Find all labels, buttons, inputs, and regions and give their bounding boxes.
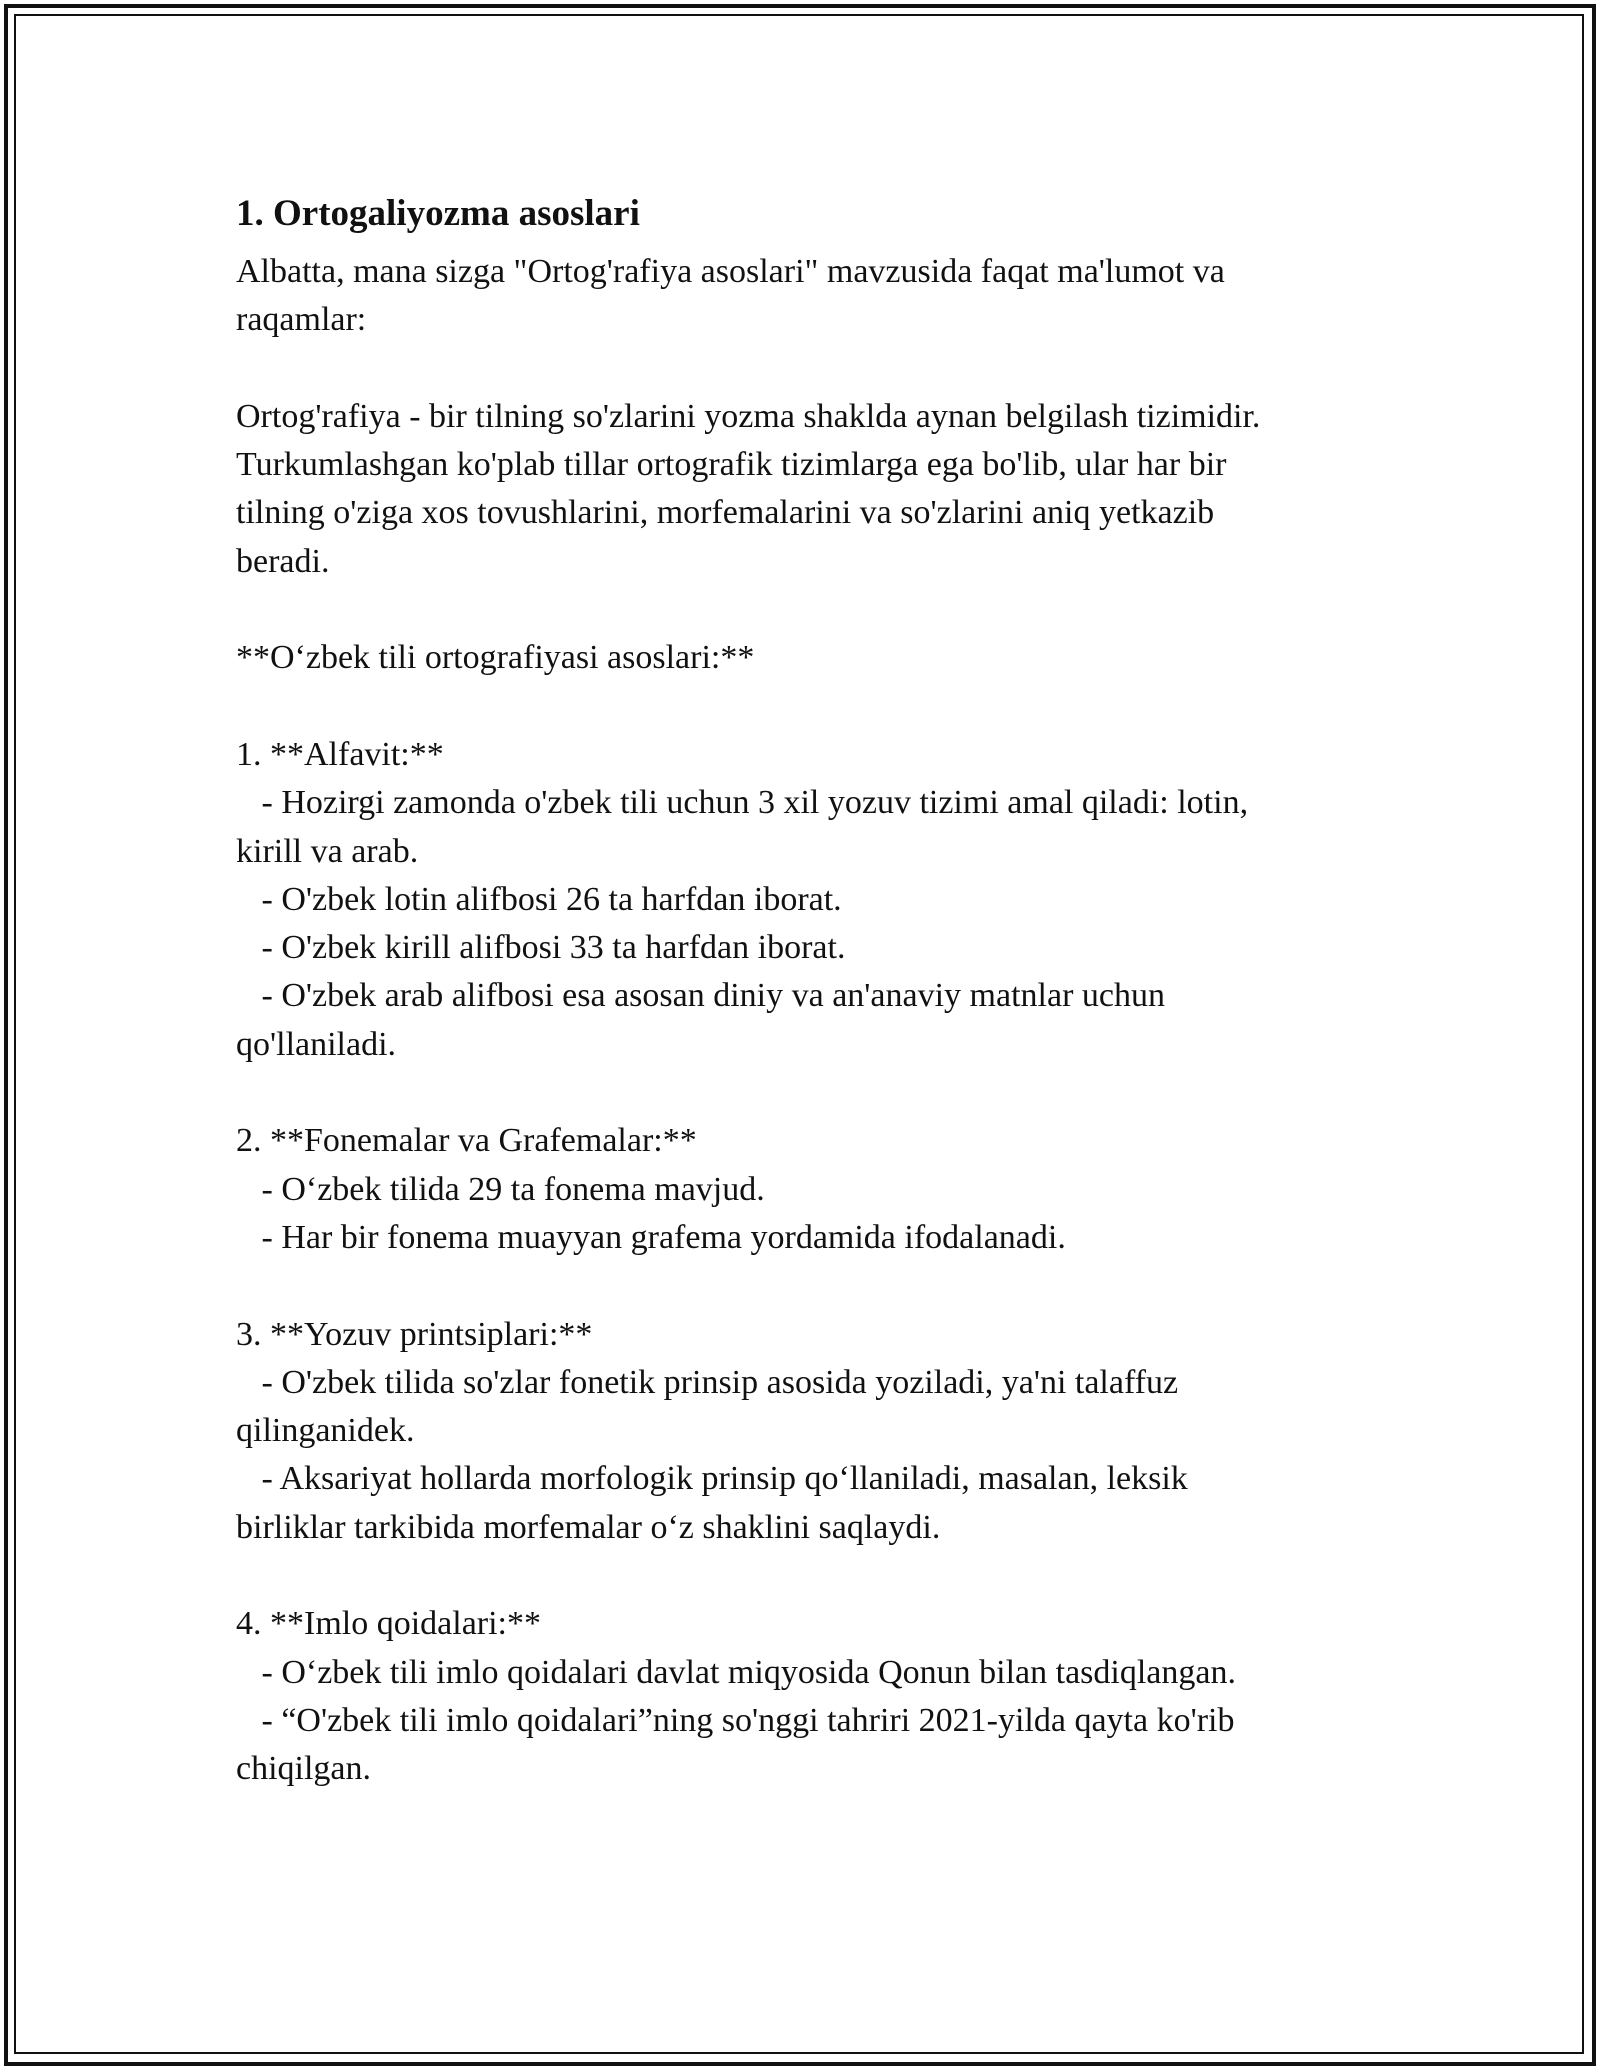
text-line: kirill va arab. (236, 832, 419, 870)
text-line: raqamlar: (236, 301, 367, 339)
text-line: qilinganidek. (236, 1412, 415, 1450)
text-line: - Aksariyat hollarda morfologik prinsip qo‘llaniladi, masalan, leksik (236, 1460, 1188, 1498)
document-body (236, 188, 1366, 1794)
blank-line (236, 1069, 1366, 1117)
blank-line (236, 586, 1366, 634)
text-line: Turkumlashgan ko'plab tillar ortografik tizimlarga ega bo'lib, ular har bir (236, 446, 1227, 484)
text-line: Albatta, mana sizga "Ortog'rafiya asoslari" mavzusida faqat ma'lumot va (236, 253, 1225, 290)
text-line: - Har bir fonema muayyan grafema yordamida ifodalanadi. (236, 1218, 1066, 1256)
text-line: 3. **Yozuv printsiplari:** (236, 1315, 593, 1353)
document-text (236, 248, 1366, 1794)
text-line: birliklar tarkibida morfemalar o‘z shaklini saqlaydi. (236, 1508, 941, 1546)
blank-line (236, 345, 1366, 393)
text-line: 1. **Alfavit:** (236, 735, 444, 773)
text-line: - Hozirgi zamonda o'zbek tili uchun 3 xil yozuv tizimi amal qiladi: lotin, (236, 784, 1249, 822)
text-line: 2. **Fonemalar va Grafemalar:** (236, 1122, 697, 1160)
text-line: Ortog'rafiya - bir tilning so'zlarini yozma shaklda aynan belgilash tizimidir. (236, 397, 1261, 435)
text-line: - O‘zbek tili imlo qoidalari davlat miqyosida Qonun bilan tasdiqlangan. (236, 1653, 1236, 1691)
text-line: - “O'zbek tili imlo qoidalari”ning so'nggi tahriri 2021-yilda qayta ko'rib (236, 1701, 1235, 1739)
text-line: - O'zbek kirill alifbosi 33 ta harfdan iborat. (236, 929, 846, 967)
text-line: - O‘zbek tilida 29 ta fonema mavjud. (236, 1170, 765, 1208)
text-line: - O'zbek tilida so'zlar fonetik prinsip asosida yoziladi, ya'ni talaffuz (236, 1363, 1179, 1401)
text-line: tilning o'ziga xos tovushlarini, morfemalarini va so'zlarini aniq yetkazib (236, 494, 1215, 532)
text-line: beradi. (236, 542, 330, 580)
text-line: chiqilgan. (236, 1750, 372, 1788)
text-line: 4. **Imlo qoidalari:** (236, 1605, 542, 1643)
blank-line (236, 1262, 1366, 1310)
text-line: - O'zbek arab alifbosi esa asosan diniy va an'anaviy matnlar uchun (236, 977, 1165, 1015)
blank-line (236, 1552, 1366, 1600)
text-line: **O‘zbek tili ortografiyasi asoslari:** (236, 639, 755, 677)
blank-line (236, 683, 1366, 731)
document-title: 1. Ortogaliyozma asoslari (236, 193, 640, 234)
text-line: qo'llaniladi. (236, 1025, 397, 1063)
text-line: - O'zbek lotin alifbosi 26 ta harfdan iborat. (236, 880, 842, 918)
